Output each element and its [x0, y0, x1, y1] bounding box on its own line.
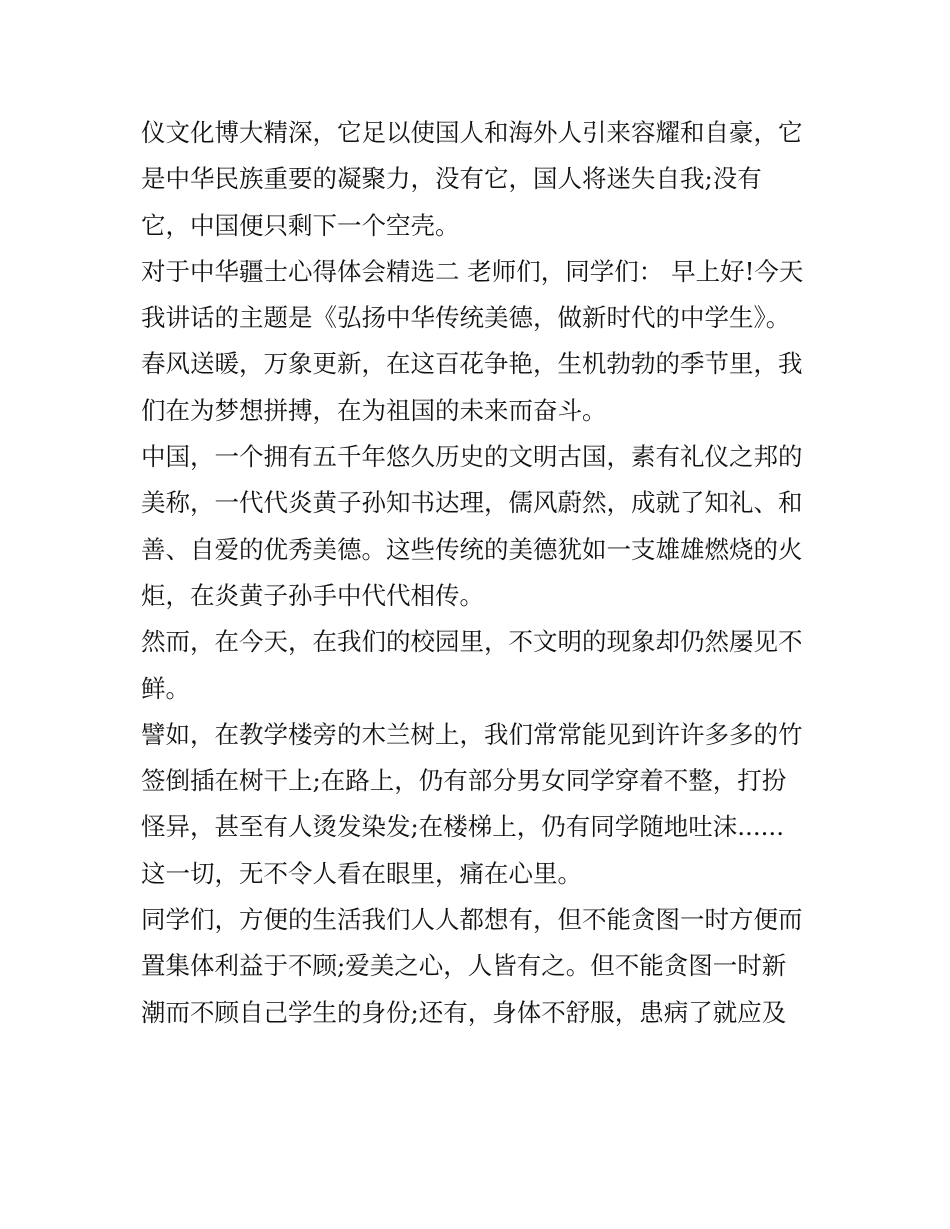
text-line: 同学们，方便的生活我们人人都想有，但不能贪图一时方便而: [141, 905, 803, 935]
text-line: 善、自爱的优秀美德。这些传统的美德犹如一支雄雄燃烧的火: [141, 534, 803, 564]
text-line: 签倒插在树干上;在路上，仍有部分男女同学穿着不整，打扮: [141, 766, 787, 796]
text-line: 它，中国便只剩下一个空壳。: [141, 210, 460, 240]
text-line: 这一切，无不令人看在眼里，痛在心里。: [141, 858, 582, 888]
text-line: 中国，一个拥有五千年悠久历史的文明古国，素有礼仪之邦的: [141, 442, 803, 472]
text-line: 怪异，甚至有人烫发染发;在楼梯上，仍有同学随地吐沫......: [141, 812, 784, 842]
text-line: 们在为梦想拼搏，在为祖国的未来而奋斗。: [141, 395, 607, 425]
text-line: 然而，在今天，在我们的校园里，不文明的现象却仍然屡见不: [141, 627, 803, 657]
text-line: 春风送暖，万象更新，在这百花争艳，生机勃勃的季节里，我: [141, 349, 803, 379]
text-line: 我讲话的主题是《弘扬中华传统美德，做新时代的中学生》。: [141, 303, 791, 333]
text-line: 是中华民族重要的凝聚力，没有它，国人将迷失自我;没有: [141, 164, 762, 194]
text-line: 譬如，在教学楼旁的木兰树上，我们常常能见到许许多多的竹: [141, 719, 803, 749]
text-line: 对于中华疆士心得体会精选二 老师们，同学们： 早上好!今天: [141, 256, 804, 286]
body-text: [141, 110, 821, 1036]
text-line: 仪文化博大精深，它足以使国人和海外人引来容耀和自豪，它: [141, 118, 803, 147]
text-line: 炬，在炎黄子孙手中代代相传。: [141, 580, 484, 610]
text-line: 美称，一代代炎黄子孙知书达理，儒风蔚然，成就了知礼、和: [141, 488, 803, 518]
text-line: 潮而不顾自己学生的身份;还有，身体不舒服，患病了就应及: [141, 997, 787, 1027]
text-line: 鲜。: [141, 673, 190, 703]
text-line: 置集体利益于不顾;爱美之心，人皆有之。但不能贪图一时新: [141, 951, 787, 981]
